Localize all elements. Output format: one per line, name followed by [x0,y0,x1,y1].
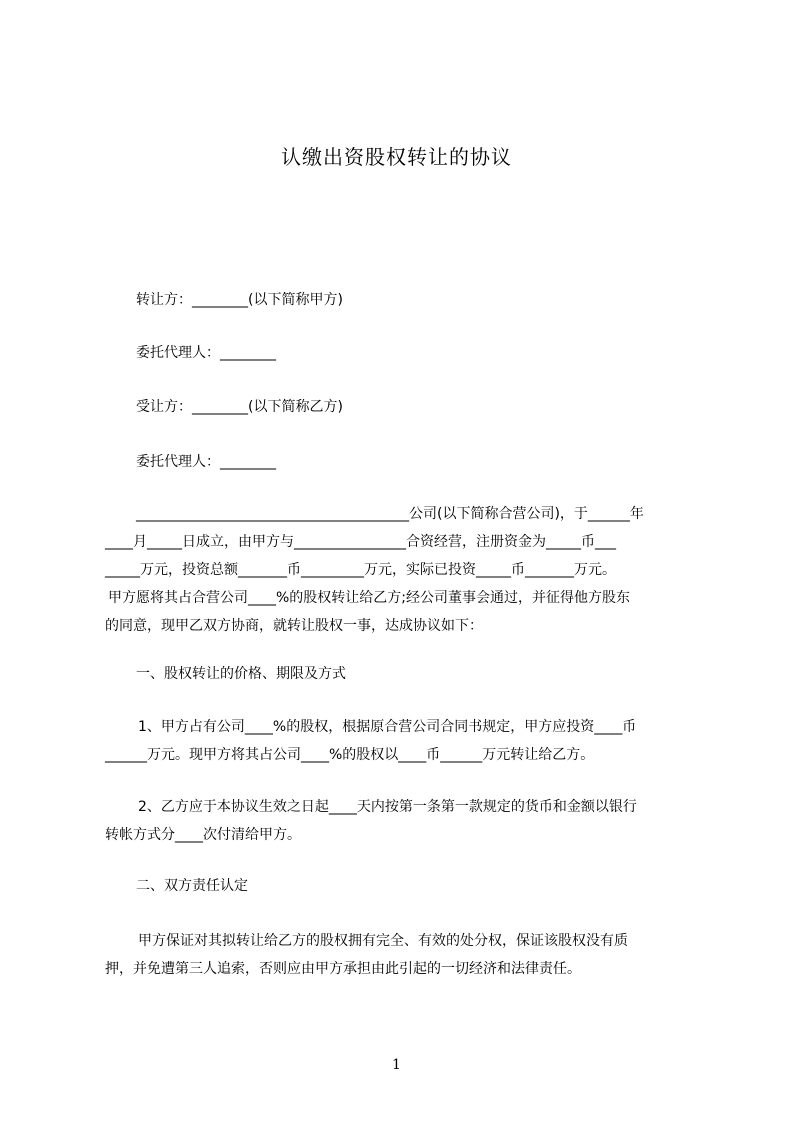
section-1-item-1 [105,713,705,769]
section-1-item-2-line-1: 2、乙方应于本协议生效之日起____天内按第一条第一款规定的货币和金额以银行 [138,799,637,815]
intro-line-5: 的同意，现甲乙双方协商，就转让股权一事，达成协议如下： [105,618,483,634]
transferee-agent-line: 委托代理人：________ [136,454,276,470]
intro-line-3: _____万元，投资总额_______币_________万元，实际已投资_____币_______万元。 [105,562,616,578]
section-2-body-line-1: 甲方保证对其拟转让给乙方的股权拥有完全、有效的处分权，保证该股权没有质 [138,933,628,949]
section-1-item-1-line-1: 1、甲方占有公司____%的股权，根据原合营公司合同书规定，甲方应投资____币 [138,719,637,735]
transferor-line: 转让方：________(以下简称甲方) [136,292,343,308]
document-title: 认缴出资股权转让的协议 [281,145,512,169]
section-2-body [105,927,705,983]
transferor-agent-line: 委托代理人：________ [136,345,276,361]
intro-line-4: 甲方愿将其占合营公司____%的股权转让给乙方;经公司董事会通过，并征得他方股东 [108,590,631,606]
intro-paragraph [105,500,705,640]
section-2-body-line-2: 押，并免遭第三人追索，否则应由甲方承担由此引起的一切经济和法律责任。 [105,961,581,977]
transferee-line: 受让方：________(以下简称乙方) [136,399,343,415]
section-1-item-2-line-2: 转帐方式分____次付清给甲方。 [105,827,301,843]
section-1-item-1-line-2: ______万元。现甲方将其占公司____%的股权以____币______万元转让给乙方。 [105,747,595,763]
intro-line-1: _______________________________________公司(以下简称合营公司)，于______年 [136,506,644,522]
section-1-heading: 一、股权转让的价格、期限及方式 [136,666,346,682]
page-number: 1 [392,1057,401,1073]
section-1-item-2 [105,793,705,849]
section-2-heading: 二、双方责任认定 [136,878,248,894]
intro-line-2: ____月_____日成立，由甲方与________________合资经营，注册资金为_____币___ [105,534,616,550]
